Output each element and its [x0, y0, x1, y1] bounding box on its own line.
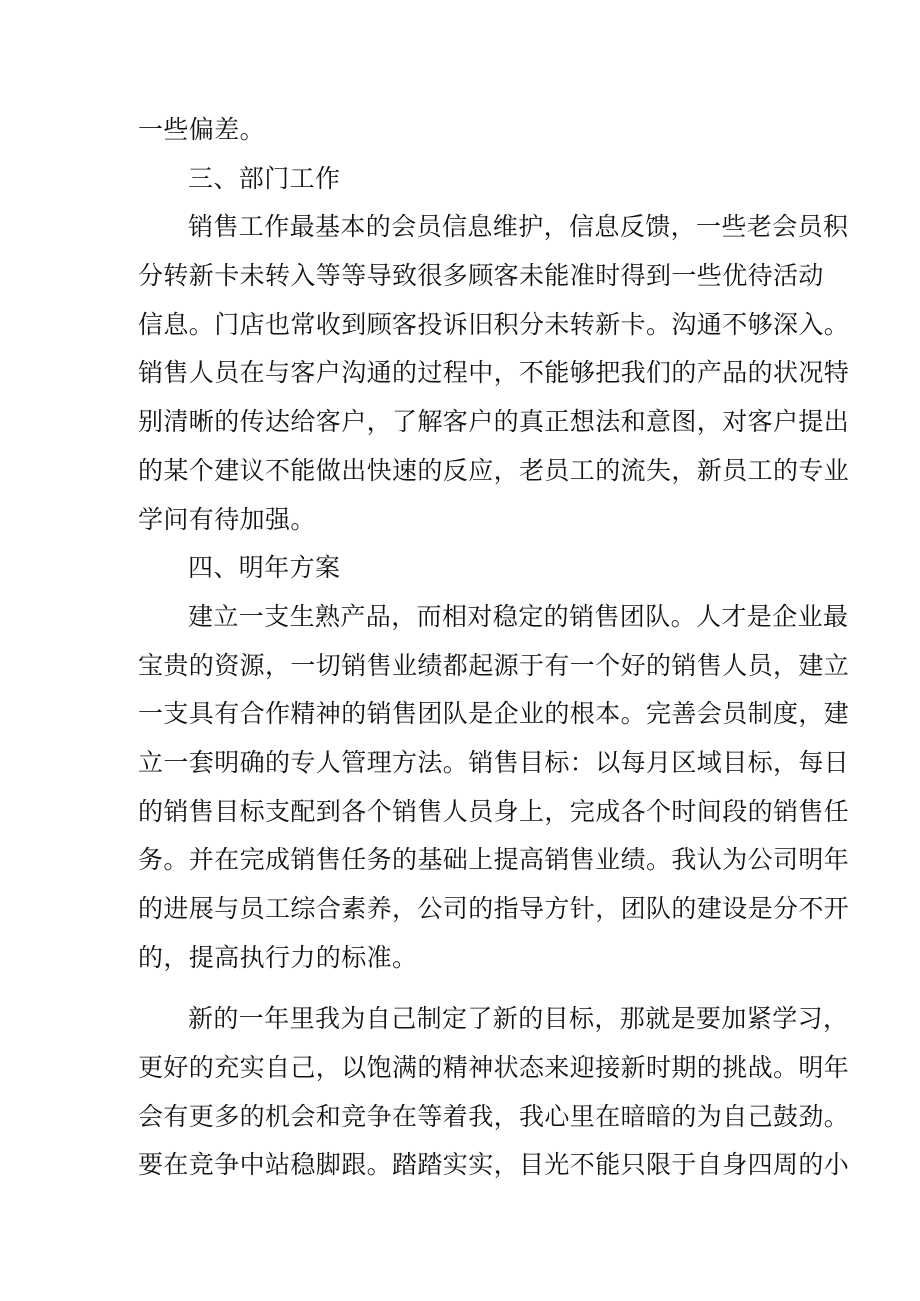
text-line: 要在竞争中站稳脚跟。踏踏实实，目光不能只限于自身四周的小 [138, 1150, 850, 1180]
text-line: 学问有待加强。 [138, 504, 316, 534]
text-line: 销售人员在与客户沟通的过程中，不能够把我们的产品的状况特 [138, 358, 850, 388]
text-line: 会有更多的机会和竞争在等着我，我心里在暗暗的为自己鼓劲。 [138, 1101, 850, 1131]
text-line: 建立一支生熟产品，而相对稳定的销售团队。人才是企业最 [188, 601, 849, 631]
text-line: 别清晰的传达给客户，了解客户的真正想法和意图，对客户提出 [138, 407, 850, 437]
section-heading: 三、部门工作 [188, 163, 341, 193]
document-body [138, 106, 850, 1190]
text-line: 务。并在完成销售任务的基础上提高销售业绩。我认为公司明年 [138, 845, 850, 875]
text-line: 的销售目标支配到各个销售人员身上，完成各个时间段的销售任 [138, 796, 850, 826]
text-line: 的，提高执行力的标准。 [138, 942, 418, 972]
text-line: 信息。门店也常收到顾客投诉旧积分未转新卡。沟通不够深入。 [138, 309, 850, 339]
paragraph-gap [138, 982, 798, 995]
text-line: 的某个建议不能做出快速的反应，老员工的流失，新员工的专业 [138, 455, 850, 485]
text-line: 新的一年里我为自己制定了新的目标，那就是要加紧学习， [188, 1004, 849, 1034]
text-line: 更好的充实自己，以饱满的精神状态来迎接新时期的挑战。明年 [138, 1053, 850, 1083]
text-line: 的进展与员工综合素养，公司的指导方针，团队的建设是分不开 [138, 894, 850, 923]
text-line: 立一套明确的专人管理方法。销售目标：以每月区域目标，每日 [138, 747, 850, 777]
text-line: 一支具有合作精神的销售团队是企业的根本。完善会员制度，建 [138, 699, 850, 729]
text-line: 销售工作最基本的会员信息维护，信息反馈，一些老会员积 [188, 212, 849, 242]
text-line: 宝贵的资源，一切销售业绩都起源于有一个好的销售人员，建立 [138, 650, 850, 680]
text-line: 一些偏差。 [138, 115, 266, 144]
section-heading: 四、明年方案 [188, 553, 341, 583]
text-line: 分转新卡未转入等等导致很多顾客未能准时得到一些优待活动 [138, 261, 824, 291]
